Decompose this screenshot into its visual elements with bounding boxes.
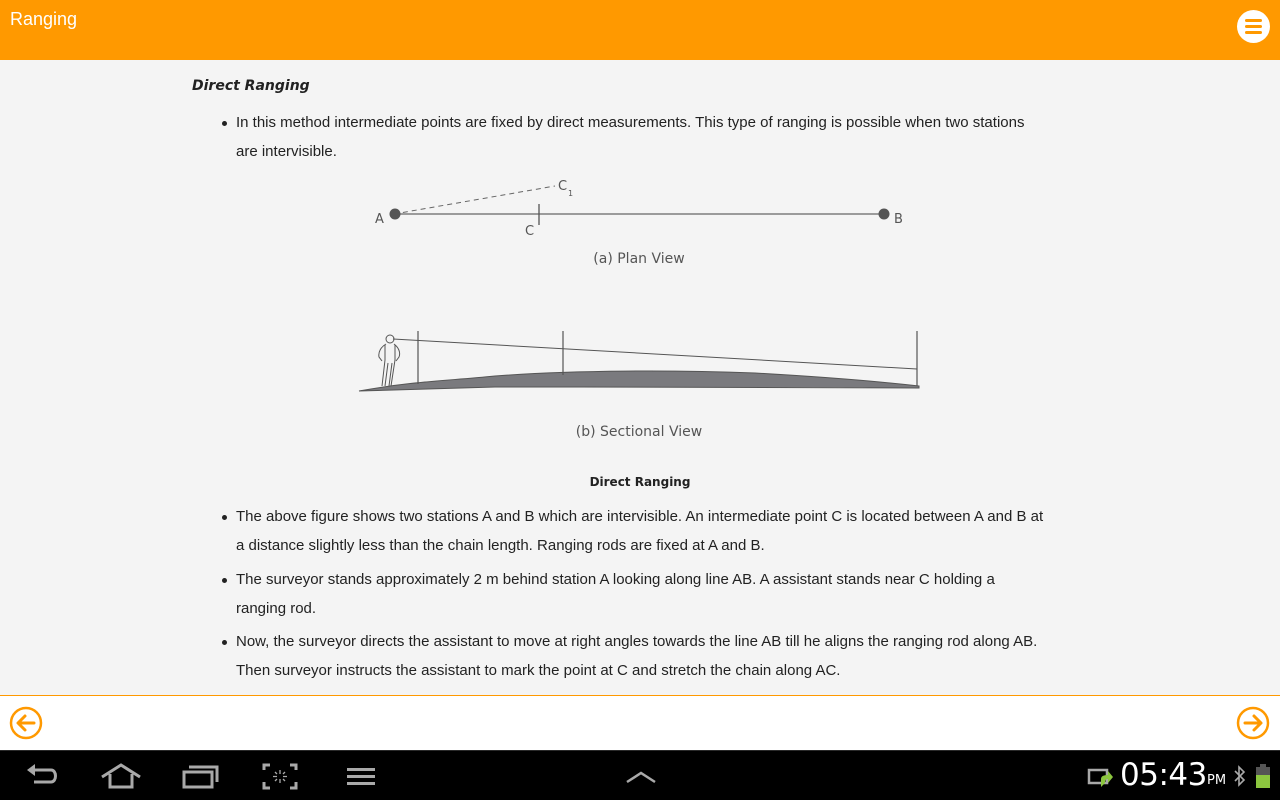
content-area[interactable] bbox=[0, 60, 1280, 695]
bluetooth-icon bbox=[1233, 765, 1247, 787]
arrow-left-circle-icon[interactable] bbox=[9, 706, 43, 740]
page-title: Ranging bbox=[10, 9, 78, 29]
surveyor-figure bbox=[379, 335, 400, 386]
screenshot-icon[interactable] bbox=[262, 761, 298, 791]
sectional-view-diagram bbox=[355, 325, 925, 395]
status-ampm: PM bbox=[1207, 773, 1227, 788]
chevron-up-icon[interactable] bbox=[624, 761, 658, 791]
hamburger-menu-icon-bar bbox=[1245, 25, 1262, 28]
body-bullet: Now, the surveyor directs the assistant to move at right angles towards the line AB till he aligns the ranging rod along AB. Then surveyor instructs the assistant to mark the point at C and stretch the chain along AC. bbox=[236, 627, 1046, 685]
app-header bbox=[0, 0, 1280, 60]
body-bullet: The surveyor stands approximately 2 m behind station A looking along line AB. A assistant stands near C holding a ranging rod. bbox=[236, 565, 1046, 623]
section-title: Direct Ranging bbox=[192, 78, 310, 94]
label-c1: C bbox=[558, 179, 568, 194]
plan-view-caption: (a) Plan View bbox=[593, 251, 685, 267]
back-icon[interactable] bbox=[24, 761, 60, 791]
hamburger-menu-icon bbox=[1245, 19, 1262, 22]
arrow-right-circle-icon[interactable] bbox=[1236, 706, 1270, 740]
menu-icon[interactable] bbox=[345, 761, 377, 791]
menu-button[interactable] bbox=[1237, 10, 1270, 43]
battery-icon bbox=[1255, 763, 1271, 789]
status-clock: 05:43 bbox=[1120, 757, 1207, 793]
system-navigation-bar bbox=[0, 750, 1280, 800]
body-bullet: The above figure shows two stations A and B which are intervisible. An intermediate point C is located between A and B at a distance slightly less than the chain length. Ranging rods are fixed at A and B. bbox=[236, 502, 1046, 560]
label-c1-subscript: 1 bbox=[568, 189, 574, 198]
recent-apps-icon[interactable] bbox=[182, 761, 220, 791]
hamburger-menu-icon-bar bbox=[1245, 31, 1262, 34]
label-b: B bbox=[894, 212, 903, 227]
sectional-view-caption: (b) Sectional View bbox=[575, 424, 703, 440]
screen-mirroring-icon bbox=[1087, 765, 1115, 789]
plan-view-diagram bbox=[370, 175, 910, 235]
intro-bullet: In this method intermediate points are fixed by direct measurements. This type of ranging is possible when two stations are intervisible. bbox=[236, 108, 1046, 166]
footer-nav bbox=[0, 696, 1280, 750]
label-a: A bbox=[375, 212, 384, 227]
home-icon[interactable] bbox=[100, 761, 142, 791]
figure-title: Direct Ranging bbox=[589, 475, 691, 489]
label-c: C bbox=[525, 224, 535, 235]
